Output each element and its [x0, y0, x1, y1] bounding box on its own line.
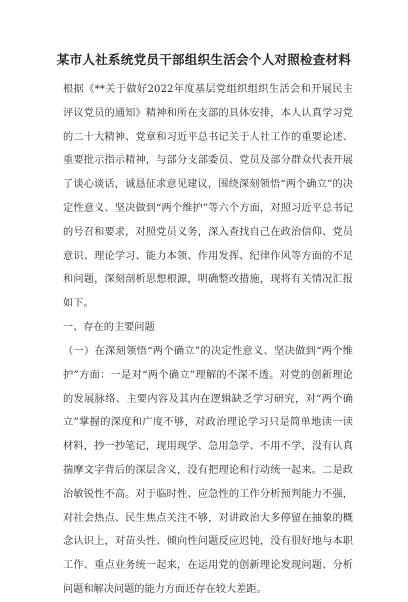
- subsection-paragraph: （一）在深刻领悟“两个确立”的决定性意义、坚决做到“两个维护”方面：一是对“两个确立”理解的不深不透。对党的创新理论的发展脉络、主要内容及其内在逻辑缺乏学习研究，对“两个确立”掌握的深度和广度不够，对政治理论学习只是简单地读一读材料，抄一抄笔记，现用现学、急用急学、不用不学，没有认真揣摩文字背后的深层含义，没有把理论和行动统一起来。二是政治敏锐性不高。对于临时性、应急性的工作分析预判能力不强，对社会热点、民生焦点关注不够，对讲政治大多停留在抽象的概念认识上，对苗头性、倾向性问题反应迟钝，没有很好地与本职工作、重点业务统一起来，在运用党的创新理论发现问题、分析问题和解决问题的能力方面还存在较大差距。: [63, 346, 353, 595]
- intro-paragraph: 根据《**关于做好2022年度基层党组织组织生活会和开展民主评议党员的通知》精神和所在支部的具体安排，本人认真学习党的二十大精神、党章和习近平总书记关于人社工作的重要论述、重要批示指示精神，与部分支部委员、党员及部分群众代表开展了谈心谈话，诚恳征求意见建议，围绕深刻领悟“两个确立”的决定性意义、坚决做到“两个维护”等六个方面，对照习近平总书记的号召和要求，对照党员义务，深入查找自己在政治信仰、党员意识、理论学习、能力本领、作用发挥、纪律作风等方面的不足和问题，深刻剖析思想根源，明确整改措施，现将有关情况汇报如下。: [63, 84, 353, 310]
- section-heading: 一、存在的主要问题: [63, 322, 155, 333]
- document-title: 某市人社系统党员干部组织生活会个人对照检查材料: [56, 52, 352, 67]
